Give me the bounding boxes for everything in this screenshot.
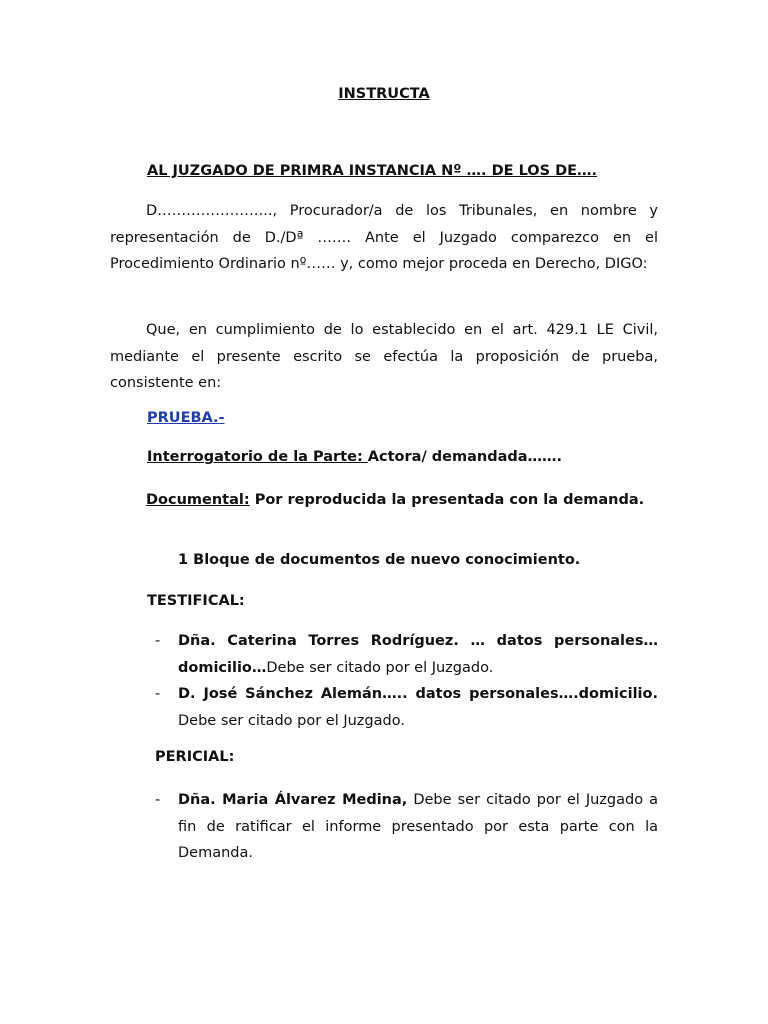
expert-name: Dña. Maria Álvarez Medina, xyxy=(178,792,408,808)
expert-note: Debe ser citado por el Juzgado a fin de ratificar el informe presentado por esta parte con la Demanda. xyxy=(178,792,658,861)
interrogatorio-label: Interrogatorio de la Parte: xyxy=(147,449,368,465)
witness-name: Dña. Caterina Torres Rodríguez. … datos personales… domicilio… xyxy=(178,633,658,676)
witness-name: D. José Sánchez Alemán….. datos personales….domicilio. xyxy=(178,686,658,702)
documental-value: Por reproducida la presentada con la demanda. xyxy=(249,492,645,508)
intro-paragraph xyxy=(110,198,658,278)
testifical-heading: TESTIFICAL: xyxy=(147,593,245,609)
list-item xyxy=(155,628,658,681)
list-item xyxy=(155,787,658,867)
documental-label: Documental: xyxy=(146,492,250,508)
witness-note: Debe ser citado por el Juzgado. xyxy=(266,659,494,676)
documental-paragraph xyxy=(110,487,658,514)
pericial-heading: PERICIAL: xyxy=(155,749,235,765)
prueba-heading: PRUEBA.- xyxy=(147,410,225,426)
pericial-list xyxy=(155,787,658,867)
addressee-line: AL JUZGADO DE PRIMRA INSTANCIA Nº …. DE LOS DE…. xyxy=(147,163,598,179)
witness-note: Debe ser citado por el Juzgado. xyxy=(178,712,405,729)
que-paragraph xyxy=(110,317,658,397)
bloque-documentos-line: 1 Bloque de documentos de nuevo conocimiento. xyxy=(178,552,581,568)
dash-bullet: - xyxy=(155,686,161,702)
que-paragraph-text: Que, en cumplimiento de lo establecido en el art. 429.1 LE Civil, mediante el presente escrito se efectúa la proposición de prueba, consistente en: xyxy=(110,322,658,391)
testifical-list xyxy=(155,628,658,734)
intro-paragraph-text: D…………………..., Procurador/a de los Tribunales, en nombre y representación de D./Dª ……. Ante el Juzgado comparezco en el Procedimiento Ordinario nº…… y, como mejor proceda en Derecho, DIGO: xyxy=(110,203,658,272)
document-title: INSTRUCTA xyxy=(338,86,430,102)
dash-bullet: - xyxy=(155,792,161,808)
interrogatorio-value: Actora/ demandada……. xyxy=(367,449,563,465)
dash-bullet: - xyxy=(155,633,161,649)
interrogatorio-line xyxy=(147,449,562,465)
list-item xyxy=(155,681,658,734)
